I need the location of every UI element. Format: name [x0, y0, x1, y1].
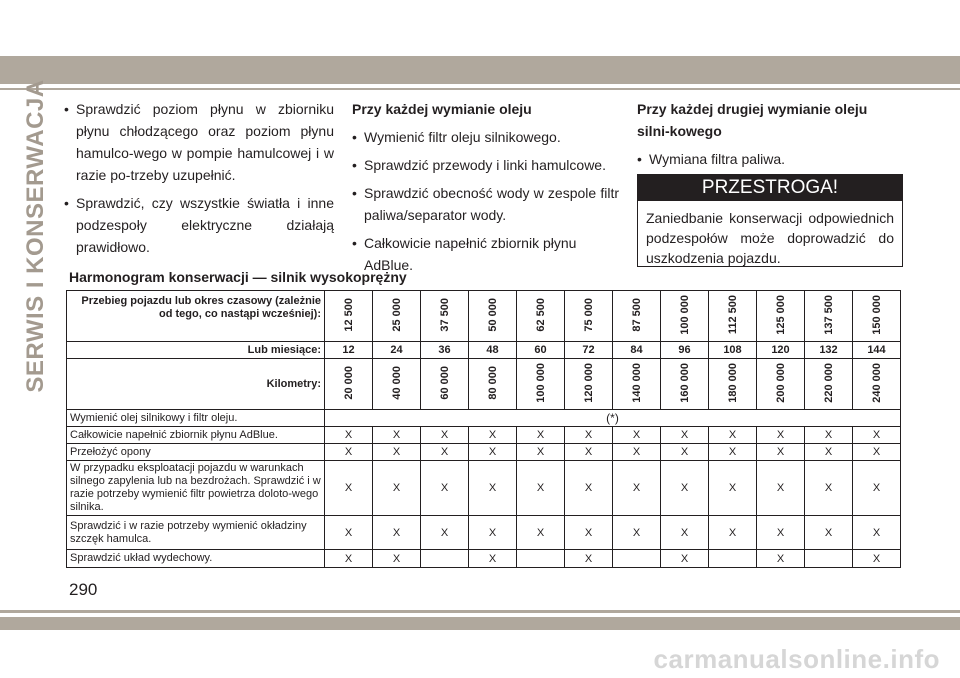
- task-mark: X: [853, 444, 901, 461]
- top-decor-bar: [0, 56, 960, 84]
- mileage-value: 112 500: [726, 294, 739, 335]
- task-mark: [421, 550, 469, 568]
- task-label: Przełożyć opony: [67, 444, 325, 461]
- task-mark: X: [709, 444, 757, 461]
- task-mark: X: [613, 444, 661, 461]
- months-cell: 24: [373, 342, 421, 359]
- task-mark: X: [373, 427, 421, 444]
- task-mark: X: [613, 427, 661, 444]
- km-cell: [421, 359, 469, 410]
- months-cell: 120: [757, 342, 805, 359]
- months-cell: 36: [421, 342, 469, 359]
- table-row: [67, 410, 901, 427]
- km-value: 240 000: [870, 362, 883, 403]
- column-1: [64, 98, 334, 264]
- km-value: 120 000: [582, 362, 595, 403]
- column-2: [352, 98, 619, 282]
- mileage-value: 87 500: [630, 297, 643, 332]
- task-mark: X: [469, 516, 517, 550]
- task-mark: X: [757, 444, 805, 461]
- task-mark: X: [805, 461, 853, 516]
- months-cell: 84: [613, 342, 661, 359]
- km-value: 60 000: [438, 365, 451, 400]
- table-row: [67, 342, 901, 359]
- task-mark: X: [613, 516, 661, 550]
- mileage-label-cell: Przebieg pojazdu lub okres czasowy (zależnie od tego, co nastąpi wcześniej):: [67, 291, 325, 342]
- km-cell: [613, 359, 661, 410]
- mileage-value: 37 500: [438, 297, 451, 332]
- task-label: Sprawdzić i w razie potrzeby wymienić okładziny szczęk hamulca.: [67, 516, 325, 550]
- months-cell: 48: [469, 342, 517, 359]
- mileage-value: 137 500: [822, 294, 835, 335]
- km-value: 200 000: [774, 362, 787, 403]
- mileage-cell: [853, 291, 901, 342]
- task-mark: [709, 550, 757, 568]
- mileage-value: 125 000: [774, 294, 787, 335]
- months-cell: 72: [565, 342, 613, 359]
- task-mark: X: [757, 550, 805, 568]
- page-number: 290: [69, 580, 98, 599]
- section-sidebar: [22, 79, 50, 393]
- task-mark: X: [373, 550, 421, 568]
- mileage-cell: [325, 291, 373, 342]
- km-value: 160 000: [678, 362, 691, 403]
- task-mark: X: [325, 461, 373, 516]
- km-cell: [325, 359, 373, 410]
- months-cell: 144: [853, 342, 901, 359]
- task-mark: [613, 550, 661, 568]
- task-mark: X: [661, 427, 709, 444]
- task-mark: X: [469, 444, 517, 461]
- km-cell: [757, 359, 805, 410]
- task-mark: X: [469, 550, 517, 568]
- mileage-cell: [421, 291, 469, 342]
- km-value: 40 000: [390, 365, 403, 400]
- task-mark: X: [853, 461, 901, 516]
- task-mark: X: [661, 550, 709, 568]
- mileage-cell: [805, 291, 853, 342]
- km-cell: [565, 359, 613, 410]
- table-row: [67, 427, 901, 444]
- task-mark: X: [757, 516, 805, 550]
- task-mark: X: [853, 550, 901, 568]
- task-mark: X: [325, 444, 373, 461]
- km-value: 80 000: [486, 365, 499, 400]
- task-mark: X: [709, 427, 757, 444]
- km-value: 140 000: [630, 362, 643, 403]
- task-mark: X: [661, 461, 709, 516]
- task-label: W przypadku eksploatacji pojazdu w warunkach silnego zapylenia lub na bezdrożach. Sprawdzić i w razie potrzeby wymienić filtr powietrza doloto-wego silnika.: [67, 461, 325, 516]
- list-item: • Sprawdzić, czy wszystkie światła i inne podzespoły elektryczne działają prawidłowo.: [64, 195, 334, 255]
- mileage-cell: [613, 291, 661, 342]
- task-mark: X: [517, 461, 565, 516]
- list-item: • Sprawdzić obecność wody w zespole filtr paliwa/separator wody.: [352, 185, 619, 223]
- task-label: Sprawdzić układ wydechowy.: [67, 550, 325, 568]
- task-mark: X: [421, 444, 469, 461]
- task-mark: X: [325, 516, 373, 550]
- task-mark: X: [421, 516, 469, 550]
- months-cell: 96: [661, 342, 709, 359]
- task-mark: X: [853, 516, 901, 550]
- mileage-cell: [517, 291, 565, 342]
- km-cell: [469, 359, 517, 410]
- km-cell: [853, 359, 901, 410]
- task-mark: X: [709, 461, 757, 516]
- table-row: [67, 444, 901, 461]
- mileage-cell: [469, 291, 517, 342]
- mileage-cell: [373, 291, 421, 342]
- warning-box: [637, 174, 903, 267]
- top-band: [0, 0, 960, 56]
- task-mark: X: [661, 516, 709, 550]
- task-mark: X: [661, 444, 709, 461]
- task-mark: X: [325, 550, 373, 568]
- km-cell: [661, 359, 709, 410]
- column-3: [637, 98, 903, 176]
- task-mark: X: [421, 427, 469, 444]
- task-mark: X: [565, 427, 613, 444]
- watermark: carmanualsonline.info: [653, 644, 940, 674]
- task-label: Wymienić olej silnikowy i filtr oleju.: [67, 410, 325, 427]
- list-item: • Wymiana filtra paliwa.: [637, 151, 786, 167]
- maintenance-table: [66, 290, 901, 568]
- table-row: [67, 516, 901, 550]
- km-cell: [373, 359, 421, 410]
- section-title: SERWIS I KONSERWACJA: [22, 79, 49, 393]
- km-value: 20 000: [342, 365, 355, 400]
- task-mark: X: [565, 461, 613, 516]
- table-title: Harmonogram konserwacji — silnik wysokoprężny: [69, 269, 407, 285]
- list-item: • Sprawdzić przewody i linki hamulcowe.: [352, 157, 606, 173]
- task-mark: X: [373, 444, 421, 461]
- warning-title: PRZESTROGA!: [638, 175, 902, 201]
- list-item: • Wymienić filtr oleju silnikowego.: [352, 129, 561, 145]
- km-value: 220 000: [822, 362, 835, 403]
- task-mark: X: [325, 427, 373, 444]
- list-item: • Sprawdzić poziom płynu w zbiorniku płynu chłodzącego oraz poziom płynu hamulco-wego w pompie hamulcowej i w razie po-trzeby uzupełnić.: [64, 101, 334, 183]
- task-mark: X: [373, 516, 421, 550]
- mileage-cell: [661, 291, 709, 342]
- months-cell: 12: [325, 342, 373, 359]
- mileage-value: 100 000: [678, 294, 691, 335]
- task-mark: X: [421, 461, 469, 516]
- table-row: [67, 461, 901, 516]
- task-mark: X: [373, 461, 421, 516]
- months-cell: 132: [805, 342, 853, 359]
- table-row: [67, 359, 901, 410]
- km-cell: [805, 359, 853, 410]
- bottom-rule: [0, 610, 960, 613]
- task-span-cell: (*): [325, 410, 901, 427]
- bottom-decor-bar: [0, 617, 960, 630]
- task-mark: [517, 550, 565, 568]
- task-mark: X: [565, 444, 613, 461]
- months-label-cell: Lub miesiące:: [67, 342, 325, 359]
- mileage-cell: [709, 291, 757, 342]
- km-cell: [517, 359, 565, 410]
- km-label-cell: Kilometry:: [67, 359, 325, 410]
- task-mark: X: [517, 516, 565, 550]
- task-mark: X: [757, 427, 805, 444]
- months-cell: 60: [517, 342, 565, 359]
- task-mark: X: [517, 444, 565, 461]
- km-cell: [709, 359, 757, 410]
- mileage-value: 62 500: [534, 297, 547, 332]
- section-heading: Przy każdej wymianie oleju: [352, 101, 532, 117]
- mileage-value: 150 000: [870, 294, 883, 335]
- task-mark: X: [565, 550, 613, 568]
- mileage-value: 12 500: [342, 297, 355, 332]
- task-mark: X: [469, 461, 517, 516]
- task-mark: X: [757, 461, 805, 516]
- task-mark: X: [853, 427, 901, 444]
- task-mark: X: [565, 516, 613, 550]
- km-value: 180 000: [726, 362, 739, 403]
- table-row: [67, 550, 901, 568]
- task-mark: X: [709, 516, 757, 550]
- task-label: Całkowicie napełnić zbiornik płynu AdBlue.: [67, 427, 325, 444]
- months-cell: 108: [709, 342, 757, 359]
- task-mark: X: [613, 461, 661, 516]
- task-mark: X: [805, 444, 853, 461]
- task-mark: X: [805, 427, 853, 444]
- mileage-cell: [565, 291, 613, 342]
- mileage-value: 75 000: [582, 297, 595, 332]
- list-item: • Całkowicie napełnić zbiornik płynu AdBlue.: [352, 235, 577, 273]
- km-value: 100 000: [534, 362, 547, 403]
- task-mark: X: [805, 516, 853, 550]
- section-heading: Przy każdej drugiej wymianie oleju silni-kowego: [637, 101, 868, 139]
- task-mark: X: [469, 427, 517, 444]
- top-rule: [0, 88, 960, 90]
- task-mark: X: [517, 427, 565, 444]
- mileage-value: 50 000: [486, 297, 499, 332]
- task-mark: [805, 550, 853, 568]
- warning-body: Zaniedbanie konserwacji odpowiednich podzespołów może doprowadzić do uszkodzenia pojazdu.: [646, 210, 894, 266]
- table-row: [67, 291, 901, 342]
- mileage-cell: [757, 291, 805, 342]
- mileage-value: 25 000: [390, 297, 403, 332]
